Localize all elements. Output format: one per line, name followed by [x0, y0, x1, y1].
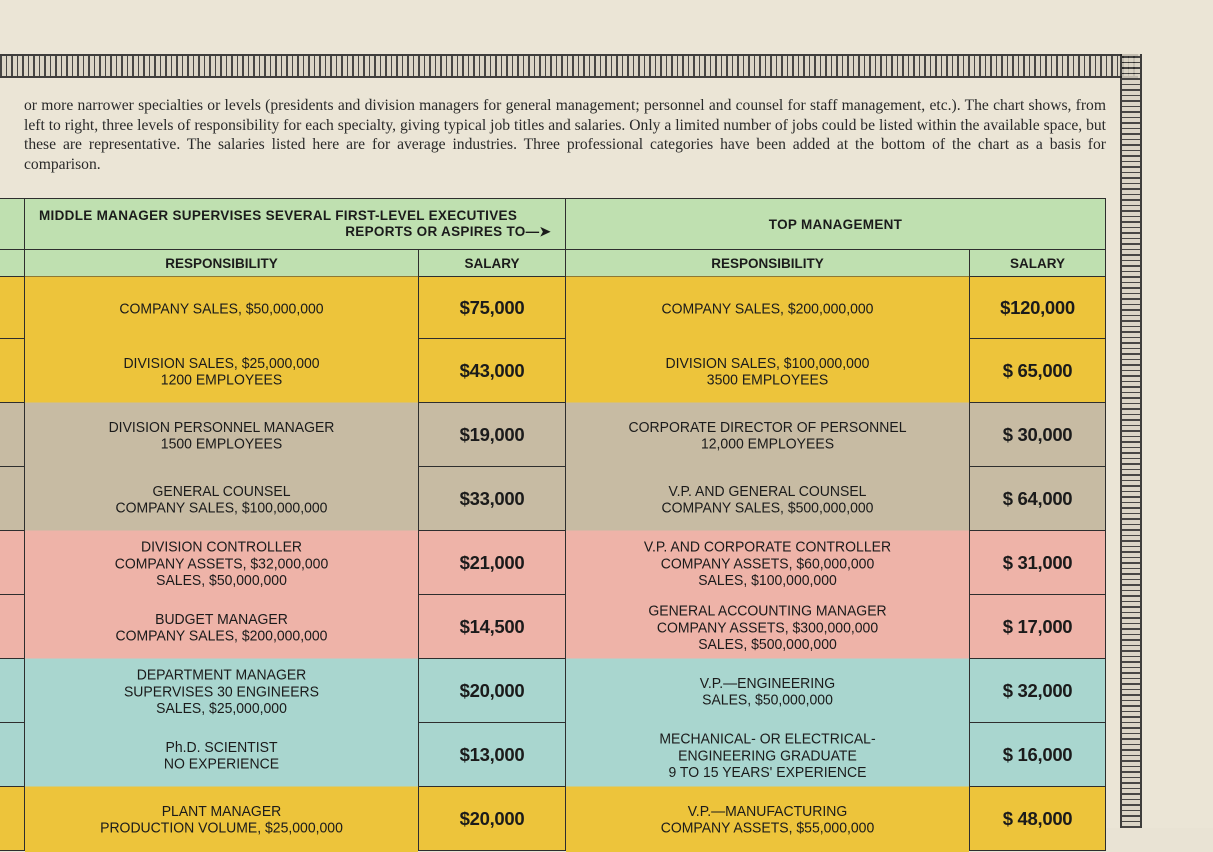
- mid-salary-header: SALARY: [419, 250, 566, 277]
- mid-responsibility-text: DEPARTMENT MANAGER SUPERVISES 30 ENGINEERS SALES, $25,000,000: [123, 665, 320, 716]
- top-responsibility-text: V.P.—MANUFACTURING COMPANY ASSETS, $55,000,000: [660, 801, 875, 836]
- middle-header-line2: REPORTS OR ASPIRES TO—➤: [345, 224, 551, 239]
- top-salary-text: $ 16,000: [1002, 743, 1073, 765]
- mid-responsibility-cell: [25, 785, 419, 852]
- table-row: [0, 723, 1106, 787]
- middle-manager-header: [25, 199, 566, 250]
- top-salary-cell: [970, 531, 1106, 595]
- mid-responsibility-text: BUDGET MANAGER COMPANY SALES, $200,000,000: [115, 609, 328, 644]
- mid-salary-text: $20,000: [459, 679, 525, 701]
- row-stub: [0, 595, 25, 659]
- top-responsibility-text: GENERAL ACCOUNTING MANAGER COMPANY ASSETS, $300,000,000 SALES, $500,000,000: [648, 601, 887, 652]
- mid-responsibility-cell: [25, 275, 419, 340]
- mid-salary-text: $21,000: [459, 551, 525, 573]
- stub-subheader: [0, 250, 25, 277]
- mid-salary-cell: [419, 659, 566, 723]
- top-responsibility-cell: [566, 785, 970, 852]
- top-responsibility-text: MECHANICAL- OR ELECTRICAL- ENGINEERING GRADUATE 9 TO 15 YEARS' EXPERIENCE: [659, 729, 876, 780]
- mid-salary-text: $20,000: [459, 807, 525, 829]
- top-salary-cell: [970, 787, 1106, 851]
- mid-salary-cell: [419, 723, 566, 787]
- top-salary-text: $ 48,000: [1002, 807, 1073, 829]
- mid-responsibility-text: DIVISION PERSONNEL MANAGER 1500 EMPLOYEES: [108, 417, 335, 452]
- mid-salary-text: $33,000: [459, 487, 525, 509]
- table-row: [0, 277, 1106, 339]
- row-stub: [0, 339, 25, 403]
- mid-responsibility-header: RESPONSIBILITY: [25, 250, 419, 277]
- stub-header: [0, 199, 25, 250]
- mid-responsibility-cell: [25, 657, 419, 724]
- row-stub: [0, 531, 25, 595]
- top-salary-cell: [970, 403, 1106, 467]
- mid-salary-cell: [419, 403, 566, 467]
- top-salary-header: SALARY: [970, 250, 1106, 277]
- table-row: [0, 339, 1106, 403]
- mid-salary-text: $75,000: [459, 296, 525, 318]
- mid-responsibility-cell: [25, 529, 419, 596]
- top-salary-text: $ 30,000: [1002, 423, 1073, 445]
- top-responsibility-text: V.P.—ENGINEERING SALES, $50,000,000: [699, 673, 836, 708]
- top-salary-text: $ 65,000: [1002, 359, 1073, 381]
- mid-salary-text: $43,000: [459, 359, 525, 381]
- mid-responsibility-text: DIVISION CONTROLLER COMPANY ASSETS, $32,000,000 SALES, $50,000,000: [114, 537, 329, 588]
- intro-text: or more narrower specialties or levels (presidents and division managers for general management; personnel and counsel for staff management, etc.). The chart shows, from left to right, three levels of responsibility for each specialty, giving typical job titles and salaries. Only a limited number of jobs could be listed within the available space, but these are representative. The salaries listed here are for average industries. Three professional categories have been added at the bottom of the chart as a basis for comparison.: [24, 97, 1106, 173]
- row-stub: [0, 277, 25, 339]
- mid-responsibility-text: PLANT MANAGER PRODUCTION VOLUME, $25,000,000: [100, 801, 343, 836]
- top-responsibility-cell: [566, 401, 970, 468]
- mid-salary-cell: [419, 339, 566, 403]
- mid-salary-text: $13,000: [459, 743, 525, 765]
- salary-table: [0, 198, 1106, 851]
- top-responsibility-cell: [566, 657, 970, 724]
- row-stub: [0, 723, 25, 787]
- top-salary-cell: [970, 277, 1106, 339]
- mid-salary-text: $14,500: [459, 615, 525, 637]
- top-management-header: TOP MANAGEMENT: [566, 199, 1106, 250]
- row-stub: [0, 403, 25, 467]
- top-salary-cell: [970, 467, 1106, 531]
- top-salary-cell: [970, 595, 1106, 659]
- mid-responsibility-cell: [25, 721, 419, 788]
- top-responsibility-cell: [566, 721, 970, 788]
- row-stub: [0, 787, 25, 851]
- decorative-border-right: [1120, 54, 1142, 828]
- table-row: [0, 403, 1106, 467]
- row-stub: [0, 467, 25, 531]
- mid-responsibility-cell: [25, 337, 419, 404]
- top-salary-text: $ 64,000: [1002, 487, 1073, 509]
- mid-responsibility-text: Ph.D. SCIENTIST NO EXPERIENCE: [163, 737, 280, 772]
- top-responsibility-text: COMPANY SALES, $200,000,000: [661, 299, 874, 316]
- mid-responsibility-cell: [25, 465, 419, 532]
- top-responsibility-text: CORPORATE DIRECTOR OF PERSONNEL 12,000 EMPLOYEES: [628, 417, 907, 452]
- mid-responsibility-text: DIVISION SALES, $25,000,000 1200 EMPLOYEES: [123, 353, 320, 388]
- mid-salary-cell: [419, 277, 566, 339]
- table-row: [0, 659, 1106, 723]
- table-row: [0, 595, 1106, 659]
- top-salary-text: $ 17,000: [1002, 615, 1073, 637]
- top-salary-cell: [970, 659, 1106, 723]
- top-responsibility-text: V.P. AND GENERAL COUNSEL COMPANY SALES, $500,000,000: [661, 481, 874, 516]
- top-responsibility-cell: [566, 275, 970, 340]
- table-row: [0, 787, 1106, 851]
- mid-salary-cell: [419, 531, 566, 595]
- mid-salary-cell: [419, 787, 566, 851]
- middle-header-line1: MIDDLE MANAGER SUPERVISES SEVERAL FIRST-LEVEL EXECUTIVES: [39, 208, 518, 223]
- mid-salary-text: $19,000: [459, 423, 525, 445]
- row-stub: [0, 659, 25, 723]
- top-responsibility-header: RESPONSIBILITY: [566, 250, 970, 277]
- top-salary-text: $ 31,000: [1002, 551, 1073, 573]
- top-salary-cell: [970, 339, 1106, 403]
- top-salary-cell: [970, 723, 1106, 787]
- table-row: [0, 467, 1106, 531]
- decorative-border-top: [0, 54, 1138, 78]
- mid-responsibility-text: COMPANY SALES, $50,000,000: [119, 299, 324, 316]
- mid-responsibility-cell: [25, 593, 419, 660]
- top-salary-text: $ 32,000: [1002, 679, 1073, 701]
- mid-responsibility-text: GENERAL COUNSEL COMPANY SALES, $100,000,000: [115, 481, 328, 516]
- mid-responsibility-cell: [25, 401, 419, 468]
- top-responsibility-cell: [566, 337, 970, 404]
- intro-paragraph: [24, 96, 1106, 174]
- top-responsibility-text: DIVISION SALES, $100,000,000 3500 EMPLOYEES: [665, 353, 870, 388]
- table-body: [0, 277, 1106, 851]
- top-responsibility-cell: [566, 593, 970, 660]
- top-salary-text: $120,000: [1000, 296, 1075, 318]
- top-responsibility-cell: [566, 529, 970, 596]
- mid-salary-cell: [419, 467, 566, 531]
- top-responsibility-cell: [566, 465, 970, 532]
- table-row: [0, 531, 1106, 595]
- top-responsibility-text: V.P. AND CORPORATE CONTROLLER COMPANY ASSETS, $60,000,000 SALES, $100,000,000: [643, 537, 892, 588]
- mid-salary-cell: [419, 595, 566, 659]
